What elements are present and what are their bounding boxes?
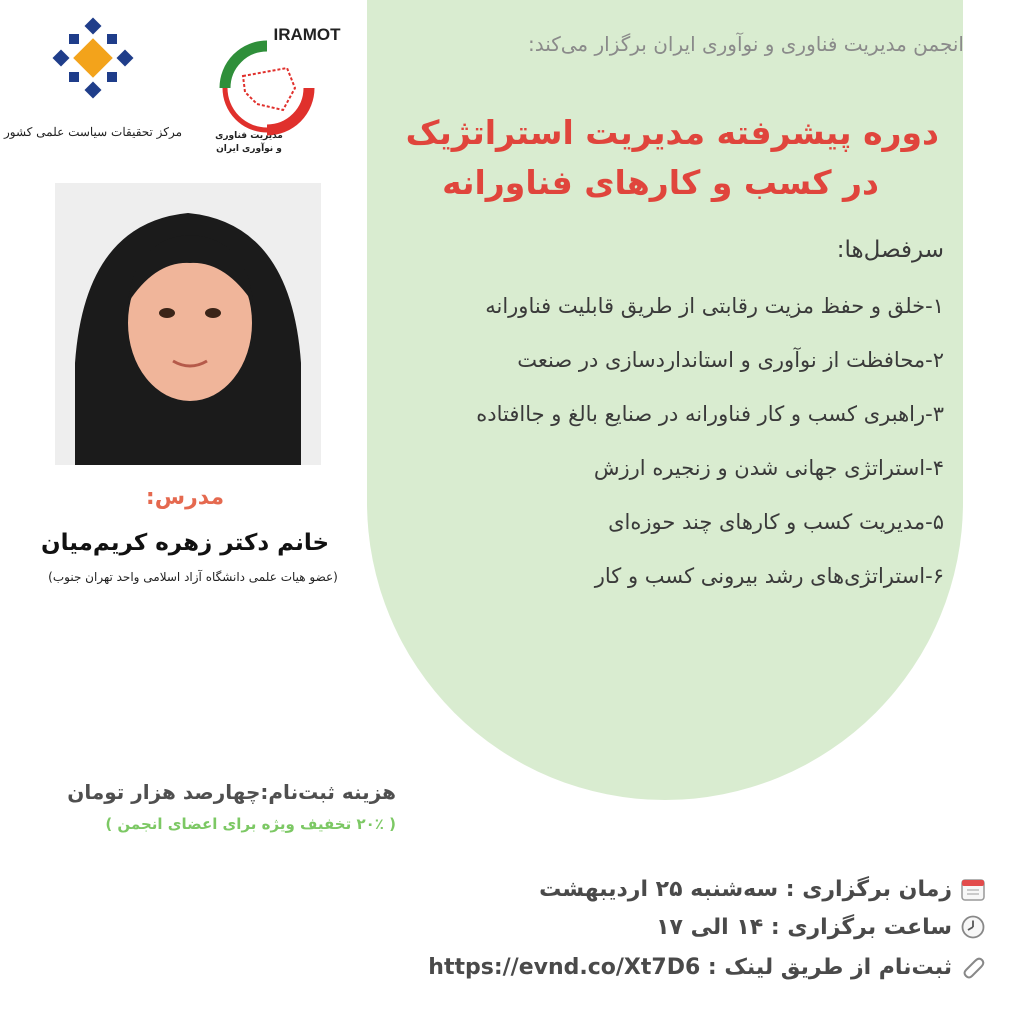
instructor-portrait-illustration (55, 183, 321, 465)
syllabus-item: ۲-محافظت از نوآوری و استانداردسازی در صنعت (517, 348, 944, 372)
event-time-row (346, 914, 986, 940)
iramot-logo (195, 18, 340, 158)
syllabus-list (374, 285, 944, 609)
research-center-logo (3, 18, 183, 153)
course-title (379, 108, 939, 207)
syllabus-item: ۱-خلق و حفظ مزیت رقابتی از طریق قابلیت فناورانه (485, 294, 944, 318)
iramot-caption-1: مدیریت فناوری (215, 131, 283, 141)
event-date-row (346, 876, 986, 902)
event-time: ساعت برگزاری : ۱۴ الی ۱۷ (656, 914, 952, 940)
registration-fee: هزینه ثبت‌نام:چهارصد هزار تومان (67, 780, 396, 804)
instructor-affiliation: (عضو هیات علمی دانشگاه آزاد اسلامی واحد تهران جنوب) (48, 570, 338, 584)
course-title-line-2: در کسب و کارهای فناورانه (442, 162, 879, 202)
iramot-caption-2: و نوآوری ایران (216, 144, 282, 154)
event-date: زمان برگزاری : سه‌شنبه ۲۵ اردیبهشت (539, 876, 952, 902)
instructor-photo (55, 183, 321, 465)
course-title-line-1: دوره پیشرفته مدیریت استراتژیک (405, 113, 939, 152)
syllabus-item: ۳-راهبری کسب و کار فناورانه در صنایع بالغ و جاافتاده (476, 402, 944, 426)
clock-icon (960, 914, 986, 940)
paperclip-icon (960, 954, 986, 980)
calendar-icon (960, 876, 986, 902)
registration-link[interactable]: ثبت‌نام از طریق لینک : https://evnd.co/Xt7D6 (428, 954, 952, 980)
iramot-wordmark: IRAMOT (273, 25, 341, 44)
center-logo-caption: مرکز تحقیقات سیاست علمی کشور (3, 125, 183, 139)
organizer-line: انجمن مدیریت فناوری و نوآوری ایران برگزار می‌کند: (527, 32, 964, 56)
instructor-name: خانم دکتر زهره کریم‌میان (40, 530, 330, 556)
syllabus-heading: سرفصل‌ها: (836, 237, 944, 263)
member-discount: ( ۲۰٪ تخفیف ویژه برای اعضای انجمن ) (105, 815, 396, 833)
syllabus-item: ۵-مدیریت کسب و کارهای چند حوزه‌ای (608, 510, 944, 534)
event-link-row[interactable] (346, 954, 986, 980)
syllabus-item: ۶-استراتژی‌های رشد بیرونی کسب و کار (594, 564, 944, 588)
instructor-heading: مدرس: (145, 485, 225, 510)
syllabus-item: ۴-استراتژی جهانی شدن و زنجیره ارزش (593, 456, 944, 480)
